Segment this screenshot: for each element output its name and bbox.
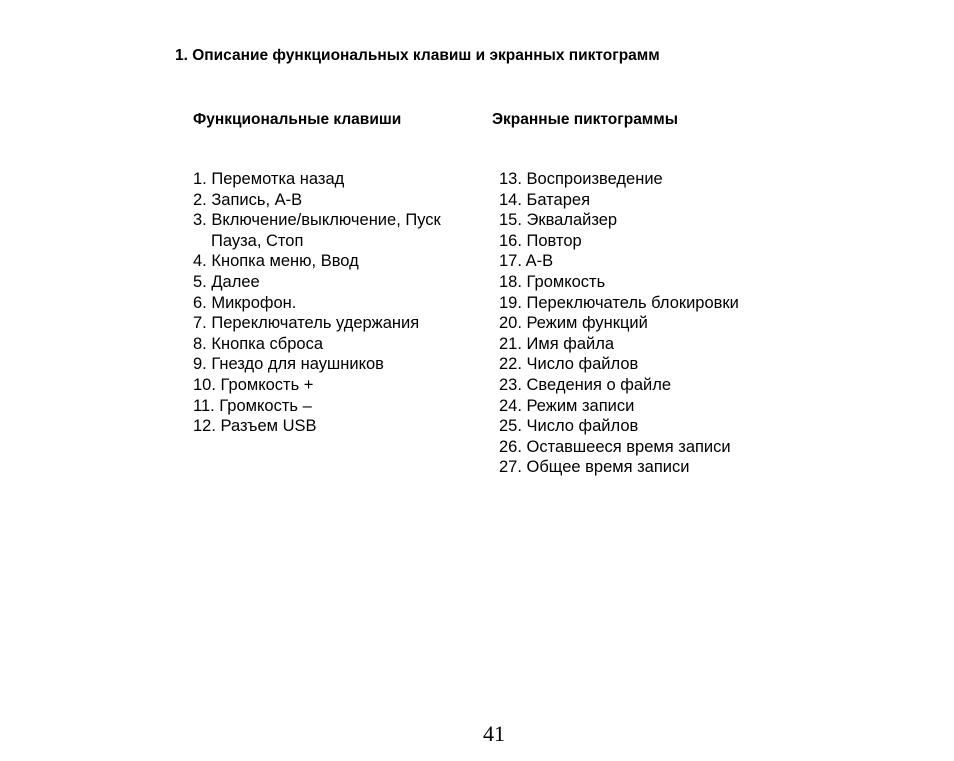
list-item-text: 7. Переключатель удержания	[193, 314, 420, 333]
list-item	[193, 416, 441, 437]
list-item	[499, 396, 739, 417]
list-item	[193, 251, 441, 272]
list-item	[193, 354, 441, 375]
list-item	[499, 251, 739, 272]
list-item-text: 16. Повтор	[499, 231, 582, 250]
list-item-text: 15. Эквалайзер	[499, 211, 618, 230]
list-item	[193, 375, 441, 396]
list-item	[499, 437, 739, 458]
list-item	[499, 313, 739, 334]
list-item-text: 25. Число файлов	[499, 417, 639, 436]
function-keys-list	[193, 169, 441, 437]
screen-icons-header: Экранные пиктограммы	[492, 111, 678, 128]
list-item	[193, 210, 441, 251]
list-item-text: 17. A-B	[499, 252, 554, 271]
list-item	[193, 293, 441, 314]
list-item-text: 8. Кнопка сброса	[193, 334, 324, 353]
list-item-text: 5. Далее	[193, 272, 260, 291]
list-item	[499, 457, 739, 478]
list-item	[193, 334, 441, 355]
list-item-text: 10. Громкость +	[193, 375, 314, 394]
list-item-text: 19. Переключатель блокировки	[499, 293, 739, 312]
list-item-text: 13. Воспроизведение	[499, 170, 663, 188]
list-item	[193, 190, 441, 211]
list-item	[193, 169, 441, 190]
list-item-continuation: Пауза, Стоп	[211, 231, 304, 250]
function-keys-header: Функциональные клавиши	[193, 111, 402, 128]
list-item-text: 20. Режим функций	[499, 314, 648, 333]
list-item-text: 4. Кнопка меню, Ввод	[193, 252, 359, 271]
list-item-text: 21. Имя файла	[499, 334, 615, 353]
section-title: 1. Описание функциональных клавиш и экранных пиктограмм	[175, 47, 660, 64]
list-item	[193, 313, 441, 334]
screen-icons-list	[499, 169, 739, 478]
list-item-text: 1. Перемотка назад	[193, 170, 345, 188]
list-item	[499, 354, 739, 375]
list-item-text: 3. Включение/выключение, Пуск	[193, 211, 441, 230]
list-item-text: 6. Микрофон.	[193, 293, 297, 312]
list-item	[499, 416, 739, 437]
list-item	[193, 272, 441, 293]
list-item	[193, 396, 441, 417]
list-item-text: 22. Число файлов	[499, 355, 639, 374]
list-item-text: 12. Разъем USB	[193, 417, 317, 436]
list-item-text: 2. Запись, A-B	[193, 190, 303, 209]
list-item	[499, 334, 739, 355]
list-item	[499, 272, 739, 293]
list-item	[499, 375, 739, 396]
list-item-text: 27. Общее время записи	[499, 458, 690, 477]
list-item-text: 14. Батарея	[499, 190, 590, 209]
list-item	[499, 293, 739, 314]
list-item	[499, 169, 739, 190]
list-item	[499, 210, 739, 231]
list-item-text: 11. Громкость –	[193, 396, 312, 415]
list-item-text: 24. Режим записи	[499, 396, 635, 415]
list-item	[499, 231, 739, 252]
list-item-text: 23. Сведения о файле	[499, 375, 672, 394]
list-item	[499, 190, 739, 211]
list-item-text: 26. Оставшееся время записи	[499, 437, 731, 456]
list-item-text: 18. Громкость	[499, 272, 606, 291]
page-number: 41	[483, 721, 505, 746]
list-item-text: 9. Гнездо для наушников	[193, 355, 384, 374]
